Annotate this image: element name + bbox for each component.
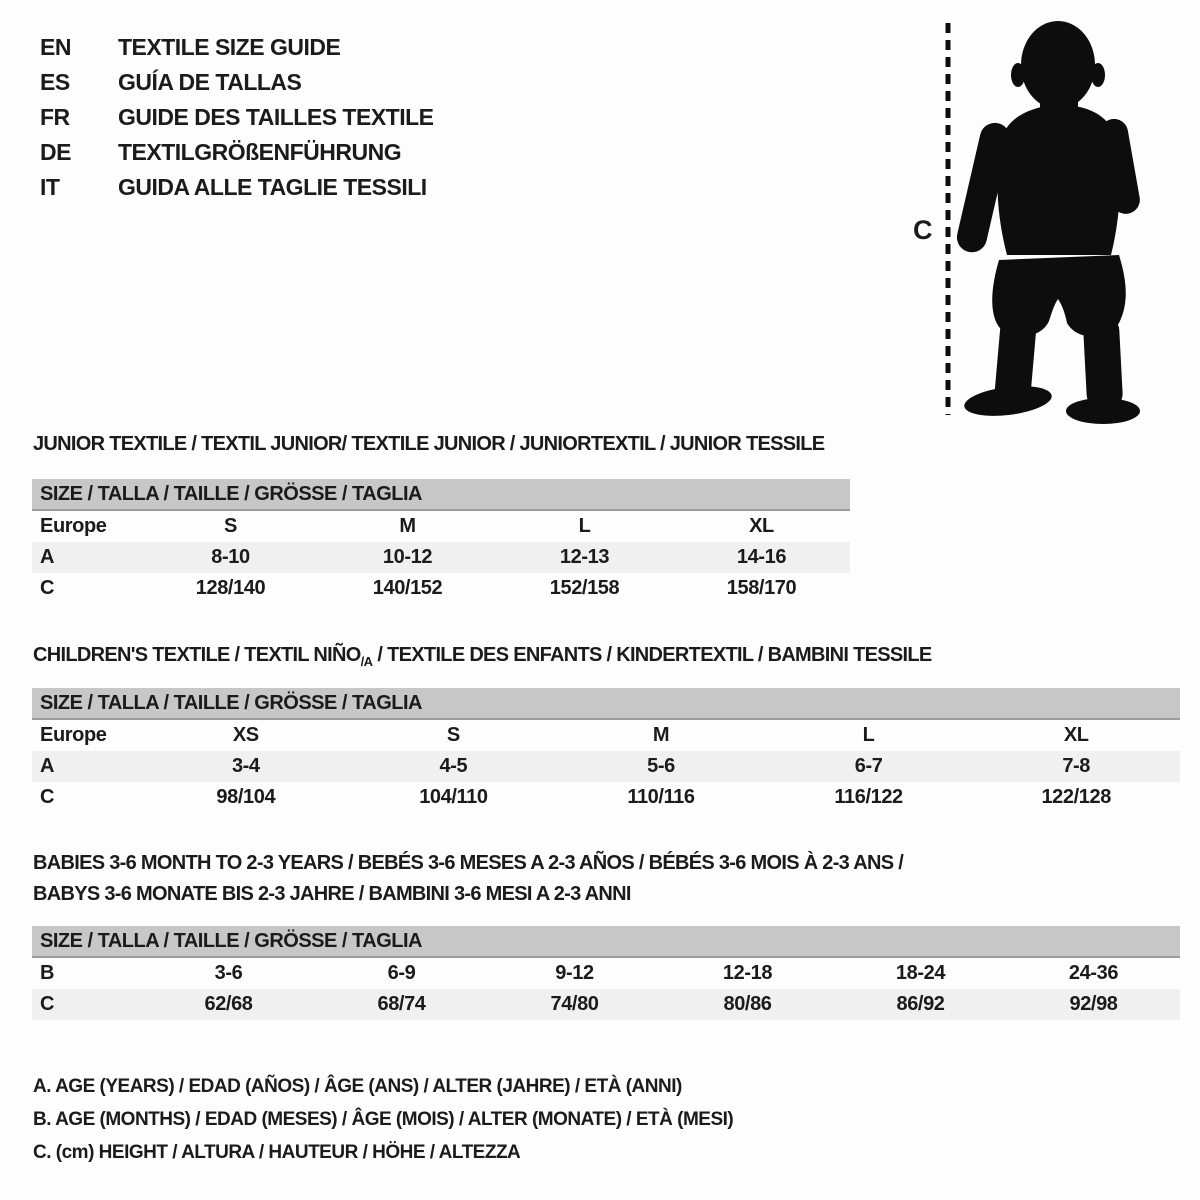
height-cell: 152/158 <box>549 577 620 599</box>
language-code: EN <box>40 34 71 60</box>
junior-section-heading: JUNIOR TEXTILE / TEXTIL JUNIOR/ TEXTILE JUNIOR / JUNIORTEXTIL / JUNIOR TESSILE <box>33 433 825 455</box>
height-cell: 74/80 <box>550 993 599 1015</box>
table-row-europe <box>32 511 850 542</box>
age-cell: 6-9 <box>387 962 416 984</box>
size-cell: L <box>578 515 591 537</box>
table-row-height <box>32 573 850 604</box>
language-title: GUIDE DES TAILLES TEXTILE <box>118 104 434 130</box>
children-heading-sub: /A <box>360 654 373 669</box>
age-cell: 24-36 <box>1068 962 1119 984</box>
height-cell: 116/122 <box>834 786 903 808</box>
children-heading-rest: / TEXTILE DES ENFANTS / KINDERTEXTIL / BAMBINI TESSILE <box>372 644 932 666</box>
height-cell: 122/128 <box>1041 786 1111 808</box>
legend-line-a: A. AGE (YEARS) / EDAD (AÑOS) / ÂGE (ANS) / ALTER (JAHRE) / ETÀ (ANNI) <box>33 1076 682 1097</box>
children-section-heading <box>33 644 932 669</box>
row-label: C <box>40 993 55 1015</box>
size-cell: M <box>399 515 416 537</box>
height-cell: 128/140 <box>195 577 266 599</box>
legend-line-b: B. AGE (MONTHS) / EDAD (MESES) / ÂGE (MOIS) / ALTER (MONATE) / ETÀ (MESI) <box>33 1109 734 1130</box>
babies-section-heading <box>33 848 953 910</box>
row-label: C <box>40 786 55 808</box>
size-cell: XL <box>1063 724 1089 746</box>
age-cell: 4-5 <box>439 755 468 777</box>
size-header-text: SIZE / TALLA / TAILLE / GRÖSSE / TAGLIA <box>40 691 422 714</box>
age-cell: 18-24 <box>895 962 946 984</box>
table-row-age <box>32 751 1180 782</box>
table-row-age <box>32 542 850 573</box>
language-row-it <box>40 170 434 205</box>
height-cell: 98/104 <box>216 786 276 808</box>
language-code: IT <box>40 174 60 200</box>
height-cell: 92/98 <box>1069 993 1118 1015</box>
height-cell: 110/116 <box>627 786 695 808</box>
row-label: Europe <box>40 724 107 746</box>
toddler-silhouette-icon <box>954 21 1142 424</box>
size-cell: S <box>224 515 237 537</box>
children-heading-main: CHILDREN'S TEXTILE / TEXTIL NIÑO <box>33 644 361 666</box>
language-title: GUÍA DE TALLAS <box>118 69 302 95</box>
babies-heading-line1: BABIES 3-6 MONTH TO 2-3 YEARS / BEBÉS 3-6 MESES A 2-3 AÑOS / BÉBÉS 3-6 MOIS À 2-3 ANS / <box>33 852 904 874</box>
height-cell: 158/170 <box>726 577 797 599</box>
size-header-text: SIZE / TALLA / TAILLE / GRÖSSE / TAGLIA <box>40 929 422 952</box>
language-code: FR <box>40 104 70 130</box>
age-cell: 12-13 <box>559 546 610 568</box>
language-row-en <box>40 30 434 65</box>
row-label: Europe <box>40 515 107 537</box>
language-row-es <box>40 65 434 100</box>
row-label: A <box>40 546 55 568</box>
age-cell: 7-8 <box>1062 755 1091 777</box>
size-cell: L <box>862 724 875 746</box>
language-title-list <box>40 30 434 205</box>
table-row-age-months <box>32 958 1180 989</box>
row-label: B <box>40 962 55 984</box>
height-cell: 68/74 <box>377 993 426 1015</box>
junior-size-table <box>32 479 850 604</box>
size-cell: S <box>446 724 460 746</box>
age-cell: 8-10 <box>211 546 250 568</box>
row-label: A <box>40 755 55 777</box>
age-cell: 10-12 <box>382 546 433 568</box>
language-title: GUIDA ALLE TAGLIE TESSILI <box>118 174 427 200</box>
toddler-height-figure <box>895 15 1160 427</box>
age-cell: 3-4 <box>231 755 260 777</box>
height-cell: 140/152 <box>372 577 443 599</box>
language-row-fr <box>40 100 434 135</box>
language-title: TEXTILE SIZE GUIDE <box>118 34 341 60</box>
height-cell: 80/86 <box>723 993 772 1015</box>
size-table-header-bar <box>32 479 850 511</box>
height-label-c: C <box>913 215 933 245</box>
table-row-height <box>32 989 1180 1020</box>
age-cell: 6-7 <box>854 755 883 777</box>
age-cell: 12-18 <box>722 962 773 984</box>
age-cell: 5-6 <box>647 755 675 777</box>
babies-size-table <box>32 926 1180 1020</box>
babies-heading-line2: BABYS 3-6 MONATE BIS 2-3 JAHRE / BAMBINI 3-6 MESI A 2-3 ANNI <box>33 883 631 905</box>
size-header-text: SIZE / TALLA / TAILLE / GRÖSSE / TAGLIA <box>40 482 422 505</box>
size-cell: XL <box>749 515 774 537</box>
table-row-europe <box>32 720 1180 751</box>
size-cell: M <box>652 724 670 746</box>
size-table-header-bar <box>32 688 1180 720</box>
size-table-header-bar <box>32 926 1180 958</box>
age-cell: 9-12 <box>555 962 594 984</box>
measurement-legend <box>33 1070 733 1169</box>
children-size-table <box>32 688 1180 813</box>
height-cell: 62/68 <box>204 993 253 1015</box>
language-row-de <box>40 135 434 170</box>
size-cell: XS <box>232 724 259 746</box>
language-code: ES <box>40 69 70 95</box>
legend-line-c: C. (cm) HEIGHT / ALTURA / HAUTEUR / HÖHE / ALTEZZA <box>33 1142 521 1163</box>
height-cell: 104/110 <box>419 786 488 808</box>
table-row-height <box>32 782 1180 813</box>
age-cell: 3-6 <box>214 962 243 984</box>
row-label: C <box>40 577 55 599</box>
height-cell: 86/92 <box>896 993 945 1015</box>
age-cell: 14-16 <box>736 546 787 568</box>
language-code: DE <box>40 139 71 165</box>
language-title: TEXTILGRÖßENFÜHRUNG <box>118 139 402 165</box>
